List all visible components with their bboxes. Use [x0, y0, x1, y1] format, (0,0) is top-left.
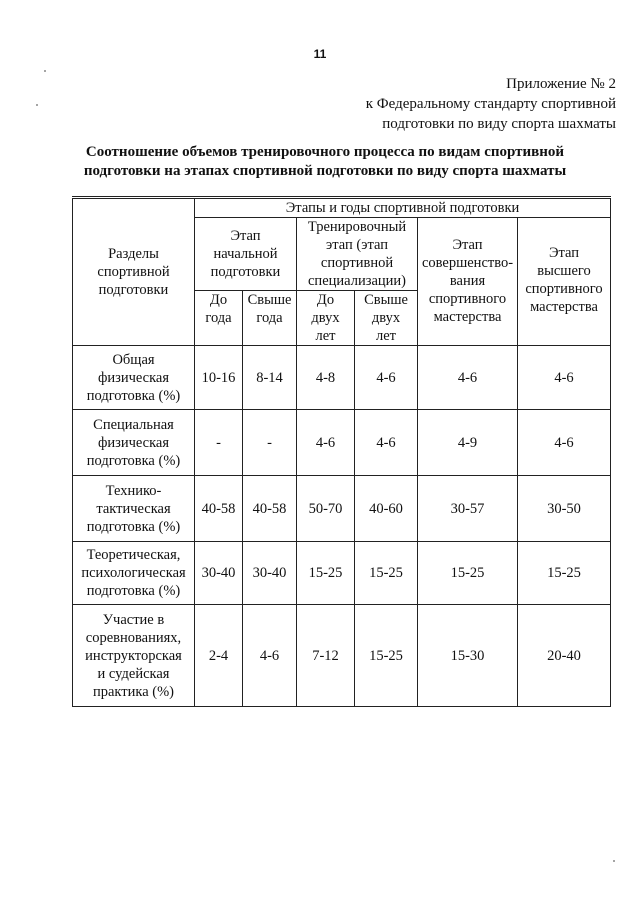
table-cell: 15-25	[355, 542, 418, 605]
table-cell: -	[243, 410, 297, 476]
table-cell: 30-57	[418, 476, 518, 542]
stage-line: спортивного	[428, 291, 507, 307]
stage-initial-header	[195, 218, 297, 291]
table-cell: 8-14	[243, 346, 297, 410]
sub-line: двух	[371, 310, 401, 326]
row-label-line: подготовка (%)	[86, 452, 181, 469]
row-label-cell	[73, 346, 195, 410]
appendix-line: Приложение № 2	[506, 76, 616, 92]
stage-higher-header	[518, 218, 611, 346]
row-label-cell	[73, 542, 195, 605]
stage-line: Этап	[548, 245, 580, 261]
sub-line: года	[256, 310, 283, 326]
row-label-line: инструкторская	[85, 647, 182, 664]
training-ratio-table	[72, 196, 611, 707]
sub-line: года	[205, 310, 232, 326]
row-label-line: Участие в	[102, 611, 165, 628]
row-header-cell	[73, 198, 195, 346]
sub-line: лет	[375, 328, 396, 344]
stage-line: вания	[449, 273, 486, 289]
table-cell: 15-25	[297, 542, 355, 605]
sub-line: Свыше	[247, 292, 292, 308]
row-label-line: и судейская	[97, 665, 170, 682]
scan-speck	[36, 104, 38, 106]
row-label-line: Технико-	[105, 482, 162, 499]
row-label-line: Общая	[112, 351, 155, 368]
table-cell: 40-58	[243, 476, 297, 542]
table-row	[73, 605, 611, 707]
row-label-cell	[73, 476, 195, 542]
row-label-cell	[73, 410, 195, 476]
sub-line: лет	[315, 328, 336, 344]
title-line: подготовки на этапах спортивной подготовки по виду спорта шахматы	[83, 163, 567, 179]
table-cell: 4-9	[418, 410, 518, 476]
appendix-note	[366, 74, 616, 134]
table-cell: 4-6	[518, 410, 611, 476]
document-title	[40, 143, 610, 181]
table-cell: 30-40	[195, 542, 243, 605]
sub-line: До	[316, 292, 335, 308]
row-label-line: соревнованиях,	[85, 629, 182, 646]
table-cell: 20-40	[518, 605, 611, 707]
sub-header-initial-2	[243, 291, 297, 346]
table-cell: 15-25	[518, 542, 611, 605]
table-cell: 15-25	[418, 542, 518, 605]
sub-header-training-1	[297, 291, 355, 346]
table-cell: 7-12	[297, 605, 355, 707]
table-cell: 4-6	[518, 346, 611, 410]
table-cell: 15-25	[355, 605, 418, 707]
row-header-line: спортивной	[97, 264, 170, 280]
row-label-line: физическая	[97, 434, 170, 451]
sub-line: двух	[311, 310, 340, 326]
group-header-cell: Этапы и годы спортивной подготовки	[195, 198, 611, 218]
stage-line: совершенство-	[421, 255, 514, 271]
table-cell: 50-70	[297, 476, 355, 542]
table-cell: -	[195, 410, 243, 476]
table-cell: 40-60	[355, 476, 418, 542]
table-cell: 2-4	[195, 605, 243, 707]
stage-line: высшего	[537, 263, 591, 279]
stage-line: спортивной	[320, 255, 394, 271]
row-header-line: подготовки	[98, 282, 169, 298]
table-cell: 4-6	[297, 410, 355, 476]
stage-line: этап (этап	[326, 237, 388, 253]
row-label-line: подготовка (%)	[86, 583, 181, 599]
stage-training-header	[297, 218, 418, 291]
row-label-line: тактическая	[96, 500, 171, 517]
sub-line: Свыше	[364, 292, 408, 308]
stage-improvement-header	[418, 218, 518, 346]
sub-line: До	[209, 292, 228, 308]
appendix-line: к Федеральному стандарту спортивной	[365, 96, 616, 112]
row-label-line: практика (%)	[92, 683, 175, 700]
table-cell: 4-6	[243, 605, 297, 707]
row-label-line: подготовка (%)	[86, 518, 181, 535]
stage-line: Этап	[230, 228, 261, 244]
table-cell: 4-6	[355, 346, 418, 410]
table-cell: 30-50	[518, 476, 611, 542]
title-line: Соотношение объемов тренировочного процесса по видам спортивной	[85, 144, 565, 160]
table-row	[73, 346, 611, 410]
table-cell: 4-8	[297, 346, 355, 410]
table-cell: 15-30	[418, 605, 518, 707]
sub-header-training-2	[355, 291, 418, 346]
row-label-line: Специальная	[93, 416, 174, 433]
appendix-line: подготовки по виду спорта шахматы	[382, 116, 616, 132]
stage-line: спортивного	[525, 281, 603, 297]
stage-line: Этап	[452, 237, 483, 253]
table-row	[73, 542, 611, 605]
table-cell: 10-16	[195, 346, 243, 410]
stage-line: мастерства	[530, 299, 598, 315]
table-row	[73, 410, 611, 476]
table-cell: 30-40	[243, 542, 297, 605]
page-number: 11	[313, 47, 327, 61]
row-label-line: физическая	[97, 369, 170, 386]
stage-line: подготовки	[210, 264, 281, 280]
table-cell: 40-58	[195, 476, 243, 542]
row-label-line: подготовка (%)	[86, 387, 181, 404]
stage-line: Тренировочный	[307, 219, 407, 235]
stage-line: начальной	[213, 246, 278, 262]
row-label-line: психологическая	[81, 565, 186, 581]
table-row	[73, 476, 611, 542]
scan-speck	[44, 70, 46, 72]
stage-line: специализации)	[308, 273, 406, 289]
row-label-line: Теоретическая,	[86, 547, 181, 563]
sub-header-initial-1	[195, 291, 243, 346]
row-header-line: Разделы	[108, 246, 159, 262]
scan-speck	[613, 860, 615, 862]
stage-line: мастерства	[433, 309, 502, 325]
table-cell: 4-6	[418, 346, 518, 410]
row-label-cell	[73, 605, 195, 707]
table-cell: 4-6	[355, 410, 418, 476]
